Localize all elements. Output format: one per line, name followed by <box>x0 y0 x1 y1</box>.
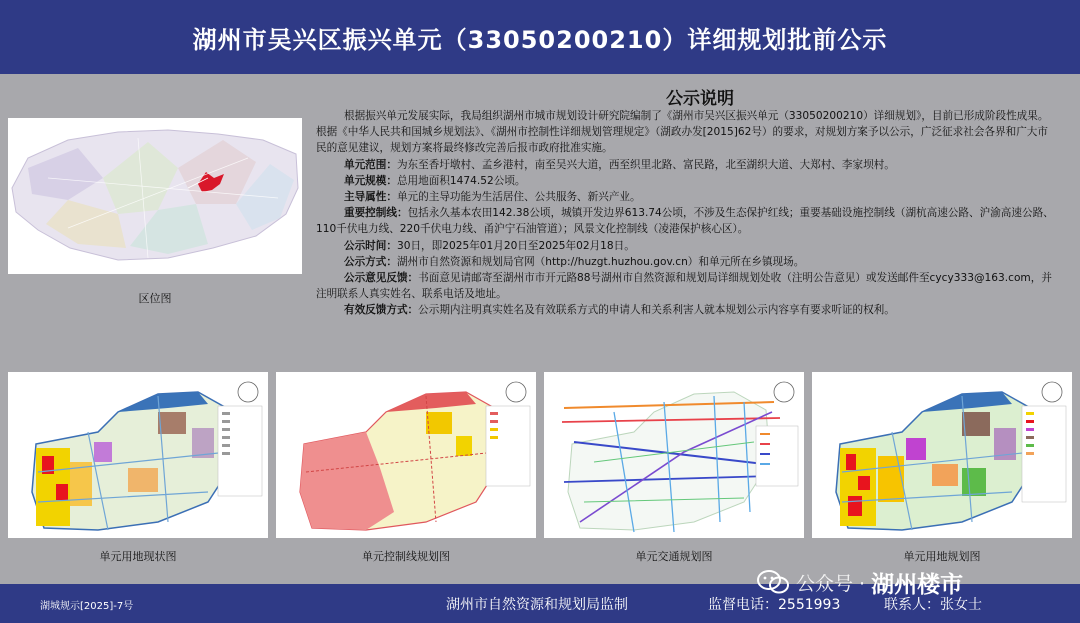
map-panel-current-landuse <box>8 372 268 538</box>
map-caption: 单元交通规划图 <box>635 550 713 563</box>
notice-body <box>316 108 1056 319</box>
notice-title: 公示说明 <box>666 89 734 109</box>
supervisor-label: 湖州市自然资源和规划局监制 <box>446 597 628 613</box>
watermark-brand: 湖州楼市 <box>871 571 964 598</box>
notice-item: 有效反馈方式：公示期内注明真实姓名及有效联系方式的申请人和关系利害人就本规划公示内容享有要求听证的权利。 <box>344 304 895 317</box>
location-map-graphic <box>8 118 302 274</box>
contact-person: 联系人：张女士 <box>884 597 982 613</box>
map-panel-transport <box>544 372 804 538</box>
header-bar <box>0 0 1080 74</box>
notice-item: 主导属性：单元的主导功能为生活居住、公共服务、新兴产业。 <box>344 191 641 204</box>
notice-intro: 根据振兴单元发展实际，我局组织湖州市城市规划设计研究院编制了《湖州市吴兴区振兴单元（33050200210）详细规划》，目前已形成阶段性成果。根据《中华人民共和国城乡规划法》、《湖州市控制性详细规划管理规定》（湖政办发[2015]62号）的要求，对规划方案予以公示，广泛征求社会各界和广大市民的意见建议，规划方案将最终修改完善后报市政府批准实施。 <box>316 110 1049 155</box>
page-title: 湖州市吴兴区振兴单元（33050200210）详细规划批前公示 <box>192 25 888 54</box>
notice-item: 重要控制线：包括永久基本农田142.38公顷，城镇开发边界613.74公顷，不涉及生态保护红线；重要基础设施控制线（湖杭高速公路、沪渝高速公路、110千伏电力线、220千伏电力线、甬沪宁石油管道）；风景文化控制线（凌港保护核心区）。 <box>316 207 1054 236</box>
watermark-prefix: 公众号 · <box>796 572 866 595</box>
notice-item: 公示时间：30日，即2025年01月20日至2025年02月18日。 <box>344 239 635 252</box>
notice-item: 单元规模：总用地面积1474.52公顷。 <box>344 174 526 187</box>
map-caption: 单元用地现状图 <box>99 550 177 563</box>
location-map <box>8 118 302 274</box>
wechat-icon <box>756 568 790 596</box>
notice-item: 公示方式：湖州市自然资源和规划局官网（http://huzgt.huzhou.gov.cn）和单元所在乡镇现场。 <box>344 255 805 268</box>
document-code: 湖城规示[2025]-7号 <box>40 601 134 612</box>
map-panel-landuse-plan <box>812 372 1072 538</box>
notice-item: 公示意见反馈：书面意见请邮寄至湖州市市开元路88号湖州市自然资源和规划局详细规划处收（注明公告意见）或发送邮件至cycy333@163.com，并注明联系人真实姓名、联系电话及地址。 <box>316 272 1052 301</box>
map-panel-control-lines <box>276 372 536 538</box>
supervision-phone: 监督电话：2551993 <box>708 597 841 613</box>
location-map-caption: 区位图 <box>138 292 172 305</box>
map-caption: 单元用地规划图 <box>903 550 981 563</box>
watermark <box>756 562 963 602</box>
notice-item: 单元范围：为东至香圩墩村、孟乡港村，南至吴兴大道，西至织里北路、富民路，北至湖织大道、大郑村、李家坝村。 <box>344 158 895 171</box>
map-caption: 单元控制线规划图 <box>362 550 450 563</box>
